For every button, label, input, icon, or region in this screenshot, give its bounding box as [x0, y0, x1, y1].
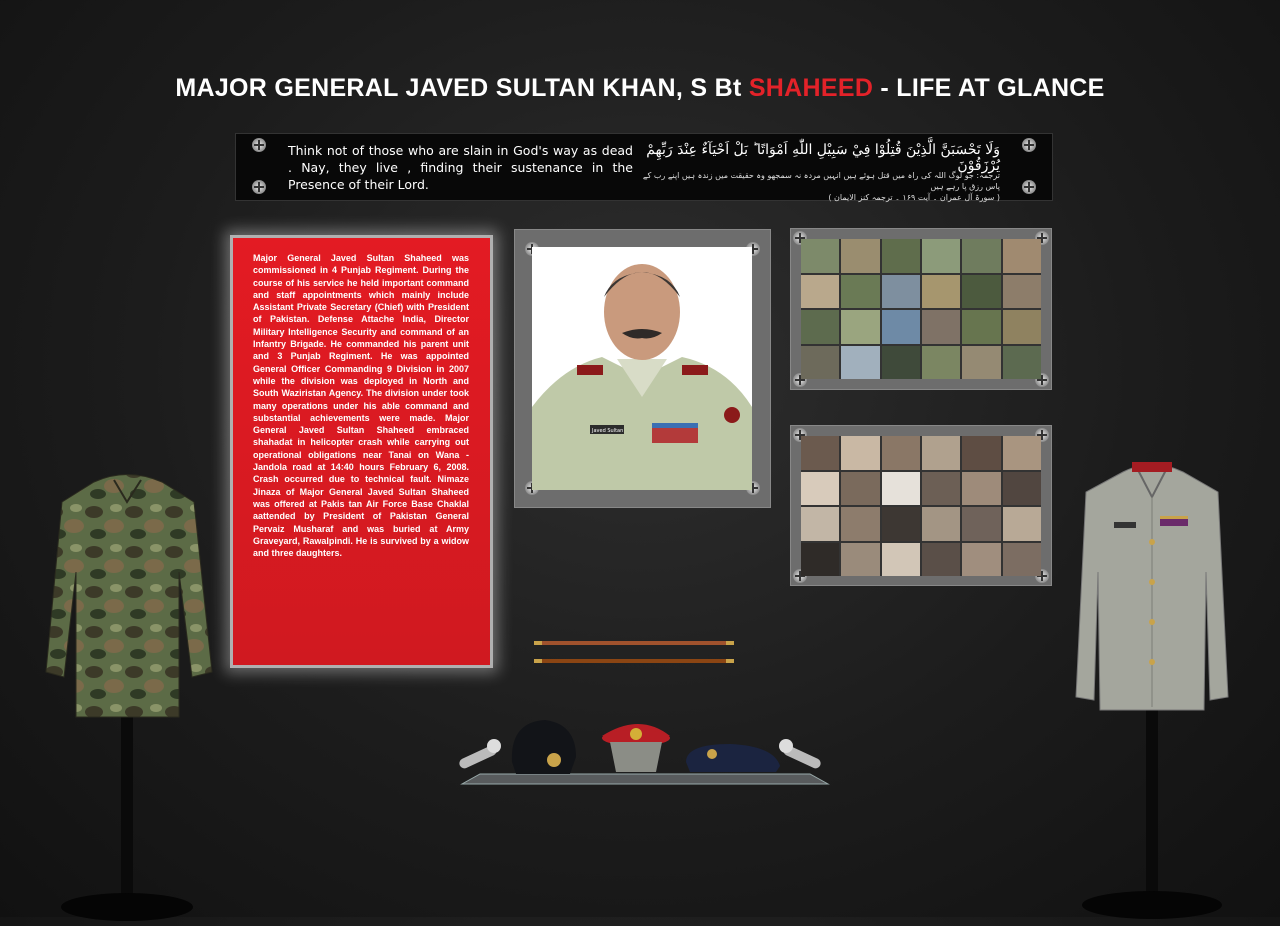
collage-photo	[962, 543, 1000, 577]
caps-glass-shelf	[450, 712, 830, 792]
page-title	[0, 74, 1280, 103]
collage-photo	[801, 436, 839, 470]
verse-urdu-translation: ترجمہ: جو لوگ اللہ کی راہ میں قتل ہوئے ہیں انہیں مردہ نہ سمجھو وہ حقیقت میں زندہ ہیں اپنے رب کے پاس رزق پا رہے ہیں	[642, 171, 1000, 191]
collage-photo	[841, 310, 879, 344]
biography-panel	[230, 235, 493, 668]
collage-photo	[882, 436, 920, 470]
screw-icon	[252, 180, 266, 194]
collage-photo	[882, 310, 920, 344]
verse-panel	[235, 133, 1053, 201]
collage-photo	[922, 543, 960, 577]
general-portrait-photo	[532, 247, 752, 490]
collage-photo	[922, 346, 960, 380]
swagger-sticks-display	[534, 638, 734, 668]
collage-photo	[922, 472, 960, 506]
ceremonial-uniform-display	[1068, 452, 1238, 922]
collage-photo	[841, 436, 879, 470]
collage-photo	[801, 346, 839, 380]
collage-photo	[882, 346, 920, 380]
collage-photo	[962, 472, 1000, 506]
collage-photo	[801, 472, 839, 506]
collage-photo	[1003, 543, 1041, 577]
collage-photo	[1003, 346, 1041, 380]
collage-photo	[922, 239, 960, 273]
collage-photo	[962, 507, 1000, 541]
verse-reference: ( سورۃ آل عمران ۔ آیت ۱۶۹ ۔ ترجمہ کنز الایمان )	[828, 193, 1000, 202]
collage-photo	[922, 507, 960, 541]
caps-shelf-illustration	[450, 712, 830, 792]
collage-photo	[841, 346, 879, 380]
collage-photo	[801, 543, 839, 577]
collage-photo	[801, 239, 839, 273]
collage-photo	[922, 310, 960, 344]
title-suffix: - LIFE AT GLANCE	[873, 74, 1105, 102]
portrait-frame	[514, 229, 771, 508]
collage-photo	[1003, 507, 1041, 541]
screw-icon	[1022, 138, 1036, 152]
collage-photo	[922, 436, 960, 470]
collage-photo	[882, 472, 920, 506]
collage-photo	[962, 275, 1000, 309]
collage-photo	[962, 436, 1000, 470]
collage-photo	[1003, 472, 1041, 506]
collage-photo	[962, 239, 1000, 273]
collage-photo	[882, 543, 920, 577]
collage-photo	[841, 275, 879, 309]
photo-collage-2	[801, 436, 1041, 576]
screw-icon	[252, 138, 266, 152]
photo-collage-frame-1	[790, 228, 1052, 390]
collage-photo	[962, 346, 1000, 380]
verse-urdu	[630, 170, 1000, 203]
photo-collage-1	[801, 239, 1041, 379]
title-highlight: SHAHEED	[748, 74, 874, 102]
camouflage-uniform-illustration	[44, 462, 214, 922]
collage-photo	[1003, 275, 1041, 309]
biography-text: Major General Javed Sultan Shaheed was commissioned in 4 Punjab Regiment. During the course of his service he held important command and staff appointments which mainly include Assistant Private Secretary (Chief) with President of Pakistan. Defense Attache India, Director Military Intelligence Security and command of an Infantry Brigade. He commanded his parent unit and 3 Punjab Regiment. He was appointed General Officer Commanding 9 Division in 2007 while the division was deployed in North and South Waziristan Agency. The division under took many operations under his able command and substantial achievements were made. Major General Javed Sultan Shaheed embraced shahadat in helicopter crash while carrying out operational obligations near Tanai on Wana - Jandola road at 14:40 hours February 6, 2008. Crash occurred due to technical fault. Nimaze Jinaza of Major General Javed Sultan Shaheed was offered at Pakis tan Air Force Base Chaklal aattended by President of Pakistan General Pervaiz Musharaf and was buried at Army Graveyard, Rawalpindi. He is survived by a widow and three daughters.	[253, 253, 469, 559]
camouflage-uniform-display	[44, 462, 214, 922]
ceremonial-uniform-illustration	[1068, 452, 1238, 922]
collage-photo	[801, 310, 839, 344]
collage-photo	[882, 275, 920, 309]
collage-photo	[1003, 239, 1041, 273]
collage-photo	[841, 239, 879, 273]
verse-english: Think not of those who are slain in God's way as dead . Nay, they live , finding their sustenance in the Presence of their Lord.	[288, 143, 633, 192]
verse-arabic: وَلَا تَحْسَبَنَّ الَّذِيْنَ قُتِلُوْا فِيْ سَبِيْلِ اللّٰهِ اَمْوَاتًا ؕ بَلْ اَحْيَآءٌ عِنْدَ رَبِّهِمْ يُرْزَقُوْنَ	[646, 142, 1000, 174]
collage-photo	[801, 275, 839, 309]
photo-collage-frame-2	[790, 425, 1052, 586]
collage-photo	[922, 275, 960, 309]
collage-photo	[882, 239, 920, 273]
collage-photo	[962, 310, 1000, 344]
name-tag: Javed Sultan	[592, 428, 624, 434]
collage-photo	[1003, 436, 1041, 470]
title-prefix: MAJOR GENERAL JAVED SULTAN KHAN, S Bt	[175, 74, 749, 102]
portrait-illustration	[532, 247, 752, 490]
collage-photo	[841, 507, 879, 541]
screw-icon	[1022, 180, 1036, 194]
collage-photo	[1003, 310, 1041, 344]
swagger-sticks-illustration	[534, 638, 734, 668]
collage-photo	[841, 543, 879, 577]
collage-photo	[841, 472, 879, 506]
collage-photo	[801, 507, 839, 541]
collage-photo	[882, 507, 920, 541]
